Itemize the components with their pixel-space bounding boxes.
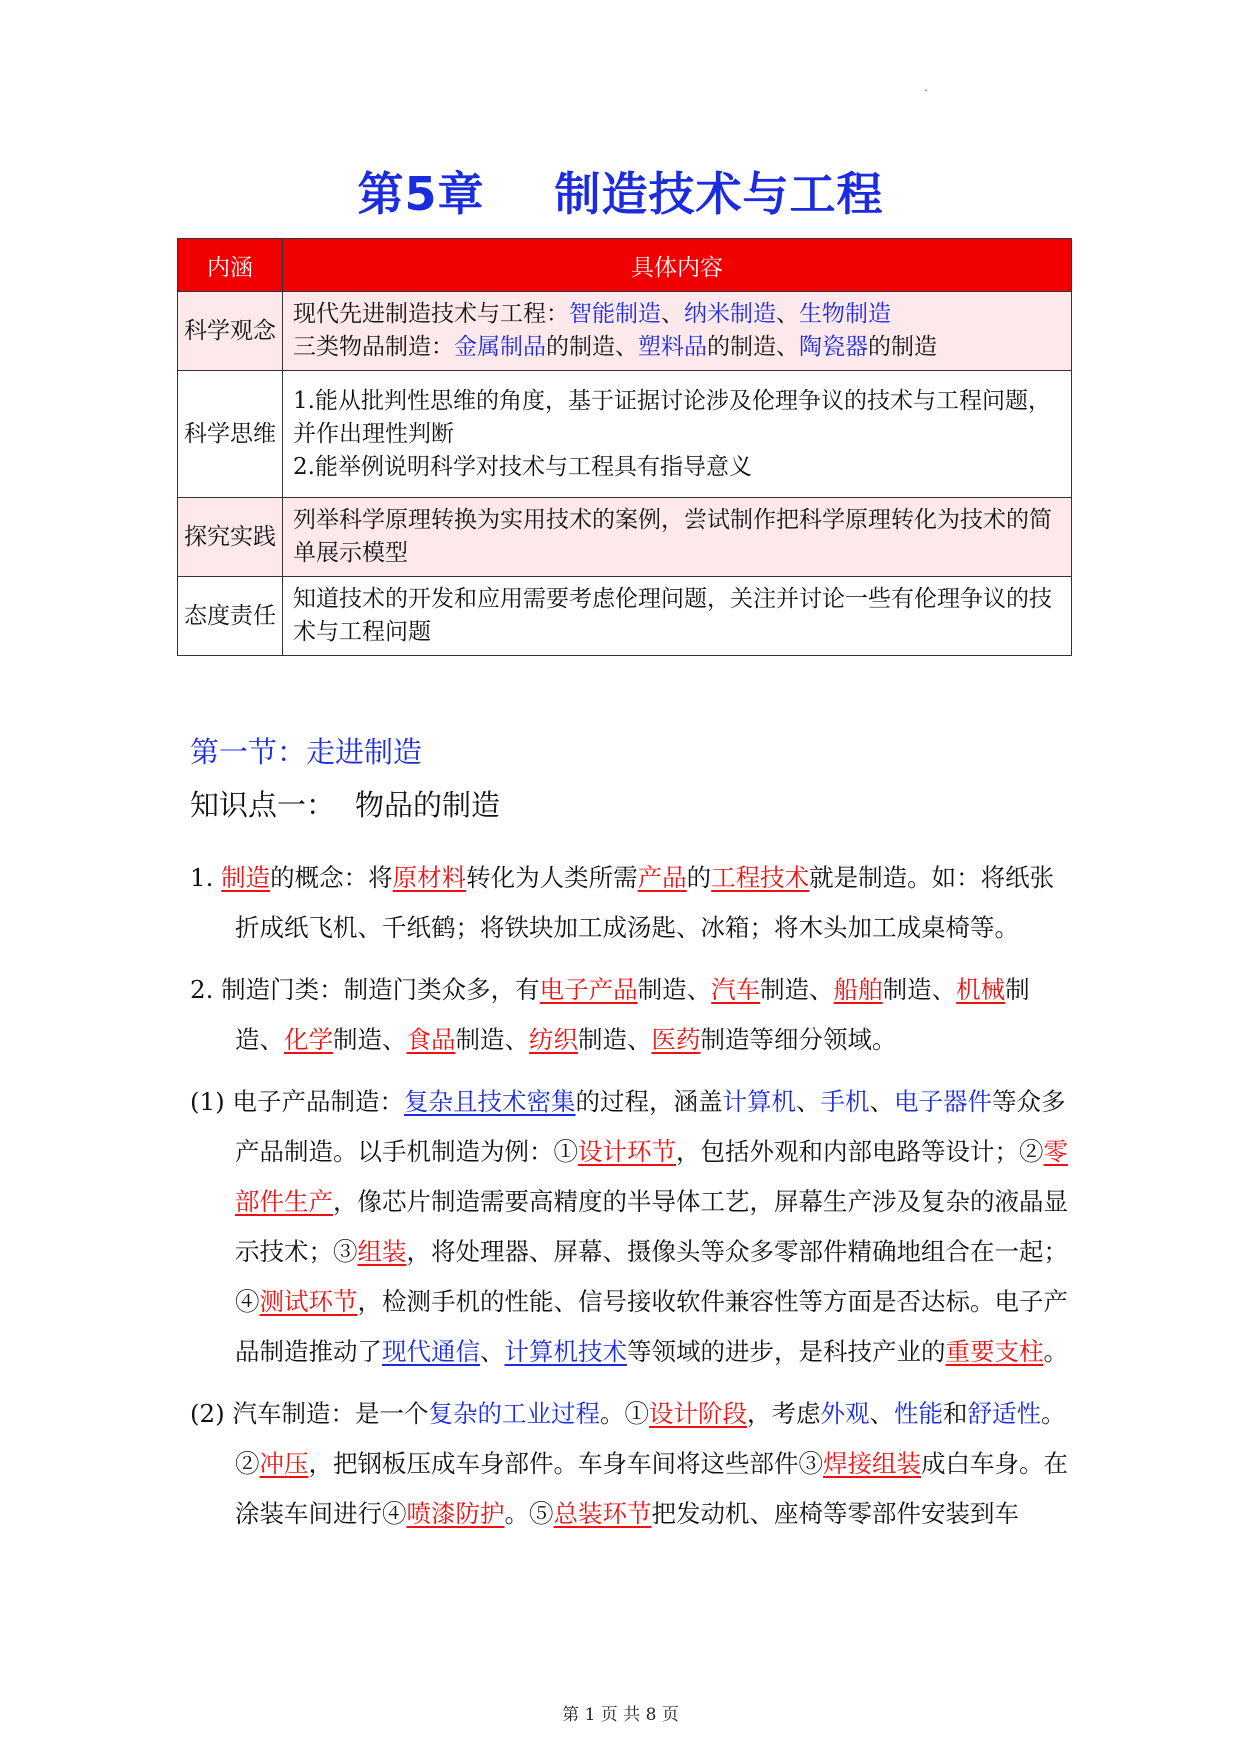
table-row bbox=[178, 498, 1072, 577]
paragraph-definition: 1. 制造的概念：将原材料转化为人类所需产品的工程技术就是制造。如：将纸张折成纸飞机、千纸鹤；将铁块加工成汤匙、冰箱；将木头加工成桌椅等。 bbox=[190, 863, 1055, 942]
row-content: 列举科学原理转换为实用技术的案例，尝试制作把科学原理转化为技术的简单展示模型 bbox=[283, 498, 1072, 577]
chapter-title bbox=[0, 158, 1241, 224]
table-row bbox=[178, 371, 1072, 498]
page-footer: 第 1 页 共 8 页 bbox=[562, 1705, 679, 1725]
table-header-row bbox=[178, 239, 1072, 292]
paragraph-categories: 2. 制造门类：制造门类众多，有电子产品制造、汽车制造、船舶制造、机械制造、化学制造、食品制造、纺织制造、医药制造等细分领域。 bbox=[190, 975, 1030, 1054]
table-row bbox=[178, 577, 1072, 656]
row-content: 知道技术的开发和应用需要考虑伦理问题，关注并讨论一些有伦理争议的技术与工程问题 bbox=[283, 577, 1072, 656]
content-body bbox=[190, 853, 1070, 1551]
paragraph-electronics: (1) 电子产品制造：复杂且技术密集的过程，涵盖计算机、手机、电子器件等众多产品制造。以手机制造为例：①设计环节，包括外观和内部电路等设计；②零部件生产，像芯片制造需要高精度的半导体工艺，屏幕生产涉及复杂的液晶显示技术；③组装，将处理器、屏幕、摄像头等众多零部件精确地组合在一起；④测试环节，检测手机的性能、信号接收软件兼容性等方面是否达标。电子产品制造推动了现代通信、计算机技术等领域的进步，是科技产业的重要支柱。 bbox=[190, 1087, 1068, 1366]
table-row bbox=[178, 292, 1072, 371]
chapter-number: 第5章 bbox=[357, 167, 485, 221]
row-content: 现代先进制造技术与工程：智能制造、纳米制造、生物制造 三类物品制造：金属制品的制造、塑料品的制造、陶瓷器的制造 bbox=[283, 292, 1072, 371]
objectives-table bbox=[177, 238, 1072, 656]
header-mark: . bbox=[924, 80, 928, 94]
row-label: 态度责任 bbox=[178, 577, 283, 656]
row-label: 科学观念 bbox=[178, 292, 283, 371]
row-label: 科学思维 bbox=[178, 371, 283, 498]
header-content: 具体内容 bbox=[283, 239, 1072, 292]
row-content: 1.能从批判性思维的角度，基于证据讨论涉及伦理争议的技术与工程问题，并作出理性判断 2.能举例说明科学对技术与工程具有指导意义 bbox=[283, 371, 1072, 498]
row-label: 探究实践 bbox=[178, 498, 283, 577]
chapter-name: 制造技术与工程 bbox=[554, 167, 884, 221]
section-title: 第一节：走进制造 bbox=[190, 735, 423, 769]
header-connotation: 内涵 bbox=[178, 239, 283, 292]
paragraph-automobile: (2) 汽车制造：是一个复杂的工业过程。①设计阶段，考虑外观、性能和舒适性。②冲压，把钢板压成车身部件。车身车间将这些部件③焊接组装成白车身。在涂装车间进行④喷漆防护。⑤总装环节把发动机、座椅等零部件安装到车 bbox=[190, 1399, 1068, 1528]
knowledge-point-title: 知识点一： 物品的制造 bbox=[190, 788, 501, 822]
